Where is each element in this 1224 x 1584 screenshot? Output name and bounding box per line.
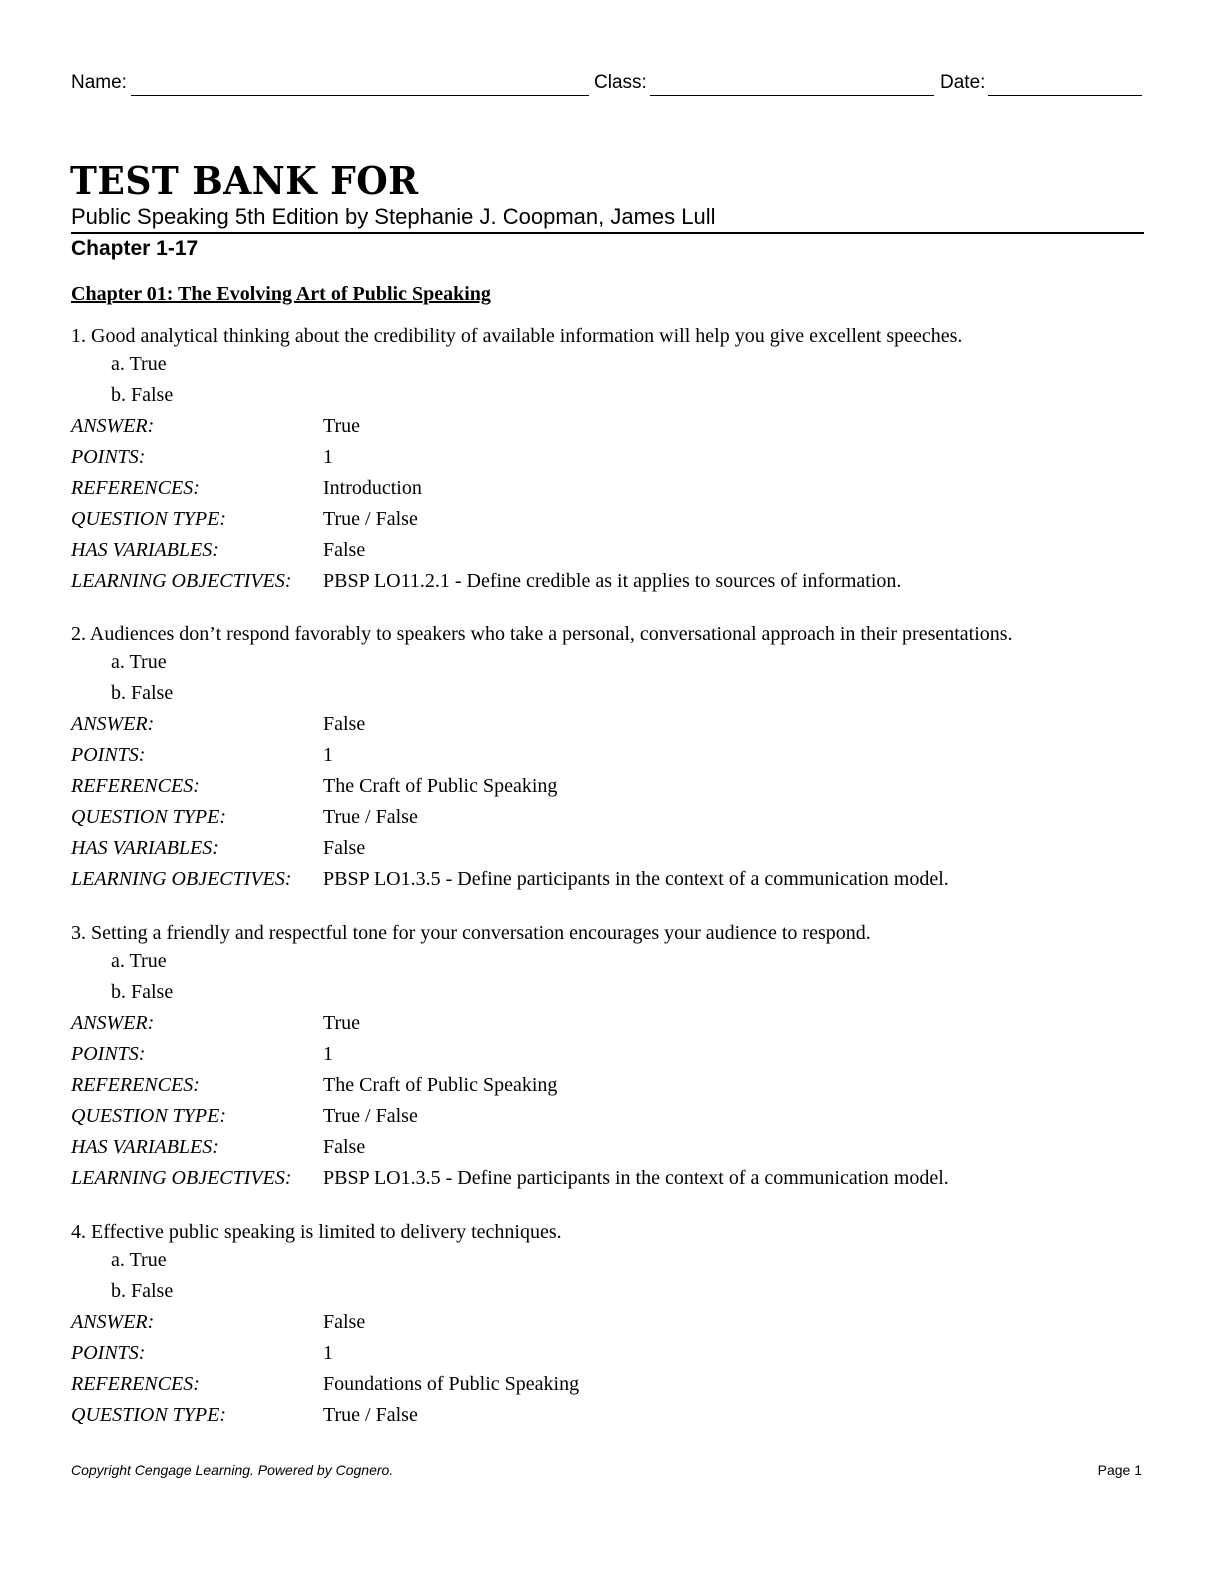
points-value: 1 [323,1043,333,1065]
question-type-label: QUESTION TYPE: [71,806,227,828]
answer-row [71,1310,1151,1341]
has-variables-label: HAS VARIABLES: [71,539,219,561]
learning-objectives-label: LEARNING OBJECTIVES: [71,1167,292,1189]
class-field[interactable] [650,95,934,96]
has-variables-row [71,836,1151,867]
option-a: a. True [111,950,167,972]
answer-row [71,1011,1151,1042]
points-row [71,445,1151,476]
question-1 [71,324,1151,600]
question-type-row [71,1104,1151,1135]
document-title: TEST BANK FOR [70,158,419,203]
points-label: POINTS: [71,744,146,766]
learning-objectives-value: PBSP LO11.2.1 - Define credible as it applies to sources of information. [323,570,902,592]
option-b: b. False [111,682,174,704]
question-4 [71,1220,1151,1434]
references-value: The Craft of Public Speaking [323,1074,558,1096]
references-row [71,1073,1151,1104]
points-row [71,743,1151,774]
option-a: a. True [111,1249,167,1271]
learning-objectives-label: LEARNING OBJECTIVES: [71,570,292,592]
question-type-row [71,1403,1151,1434]
has-variables-value: False [323,539,366,561]
answer-row [71,712,1151,743]
points-label: POINTS: [71,1043,146,1065]
question-stem: 3. Setting a friendly and respectful tone for your conversation encourages your audience to respond. [71,922,871,944]
points-label: POINTS: [71,446,146,468]
student-info-header [71,72,1142,98]
name-label: Name: [71,72,127,93]
question-2 [71,622,1151,898]
answer-label: ANSWER: [71,1311,155,1333]
date-label: Date: [940,72,986,93]
question-type-value: True / False [323,806,418,828]
question-type-row [71,507,1151,538]
title-divider [71,232,1144,234]
points-value: 1 [323,446,333,468]
option-b: b. False [111,384,174,406]
date-field[interactable] [988,95,1142,96]
question-stem: 2. Audiences don’t respond favorably to speakers who take a personal, conversational approach in their presentations. [71,623,1013,645]
references-value: Introduction [323,477,422,499]
question-stem: 4. Effective public speaking is limited to delivery techniques. [71,1221,562,1243]
learning-objectives-row [71,867,1151,898]
has-variables-value: False [323,1136,366,1158]
references-row [71,476,1151,507]
learning-objectives-row [71,569,1151,600]
has-variables-label: HAS VARIABLES: [71,837,219,859]
references-label: REFERENCES: [71,477,200,499]
answer-label: ANSWER: [71,713,155,735]
learning-objectives-row [71,1166,1151,1197]
learning-objectives-label: LEARNING OBJECTIVES: [71,868,292,890]
references-row [71,1372,1151,1403]
points-value: 1 [323,744,333,766]
points-row [71,1042,1151,1073]
answer-value: False [323,1311,366,1333]
option-a: a. True [111,651,167,673]
references-row [71,774,1151,805]
answer-label: ANSWER: [71,415,155,437]
name-field[interactable] [131,95,589,96]
has-variables-value: False [323,837,366,859]
class-label: Class: [594,72,647,93]
chapter-range: Chapter 1-17 [71,237,199,260]
references-label: REFERENCES: [71,775,200,797]
references-value: The Craft of Public Speaking [323,775,558,797]
points-value: 1 [323,1342,333,1364]
points-label: POINTS: [71,1342,146,1364]
option-b: b. False [111,1280,174,1302]
answer-value: False [323,713,366,735]
answer-value: True [323,415,361,437]
references-label: REFERENCES: [71,1373,200,1395]
question-3 [71,921,1151,1197]
answer-value: True [323,1012,361,1034]
option-b: b. False [111,981,174,1003]
question-type-value: True / False [323,1105,418,1127]
learning-objectives-value: PBSP LO1.3.5 - Define participants in the context of a communication model. [323,1167,949,1189]
references-label: REFERENCES: [71,1074,200,1096]
has-variables-row [71,538,1151,569]
book-subtitle: Public Speaking 5th Edition by Stephanie J. Coopman, James Lull [71,204,716,229]
page-number: Page 1 [1097,1462,1142,1478]
question-stem: 1. Good analytical thinking about the credibility of available information will help you give excellent speeches. [71,325,963,347]
question-type-value: True / False [323,508,418,530]
question-type-label: QUESTION TYPE: [71,1404,227,1426]
option-a: a. True [111,353,167,375]
question-type-label: QUESTION TYPE: [71,1105,227,1127]
copyright-text: Copyright Cengage Learning. Powered by Cognero. [71,1462,394,1478]
question-type-value: True / False [323,1404,418,1426]
page-footer [71,1461,1142,1479]
answer-row [71,414,1151,445]
has-variables-row [71,1135,1151,1166]
has-variables-label: HAS VARIABLES: [71,1136,219,1158]
learning-objectives-value: PBSP LO1.3.5 - Define participants in the context of a communication model. [323,868,949,890]
points-row [71,1341,1151,1372]
section-title: Chapter 01: The Evolving Art of Public Speaking [71,283,491,305]
question-type-row [71,805,1151,836]
answer-label: ANSWER: [71,1012,155,1034]
references-value: Foundations of Public Speaking [323,1373,580,1395]
question-type-label: QUESTION TYPE: [71,508,227,530]
